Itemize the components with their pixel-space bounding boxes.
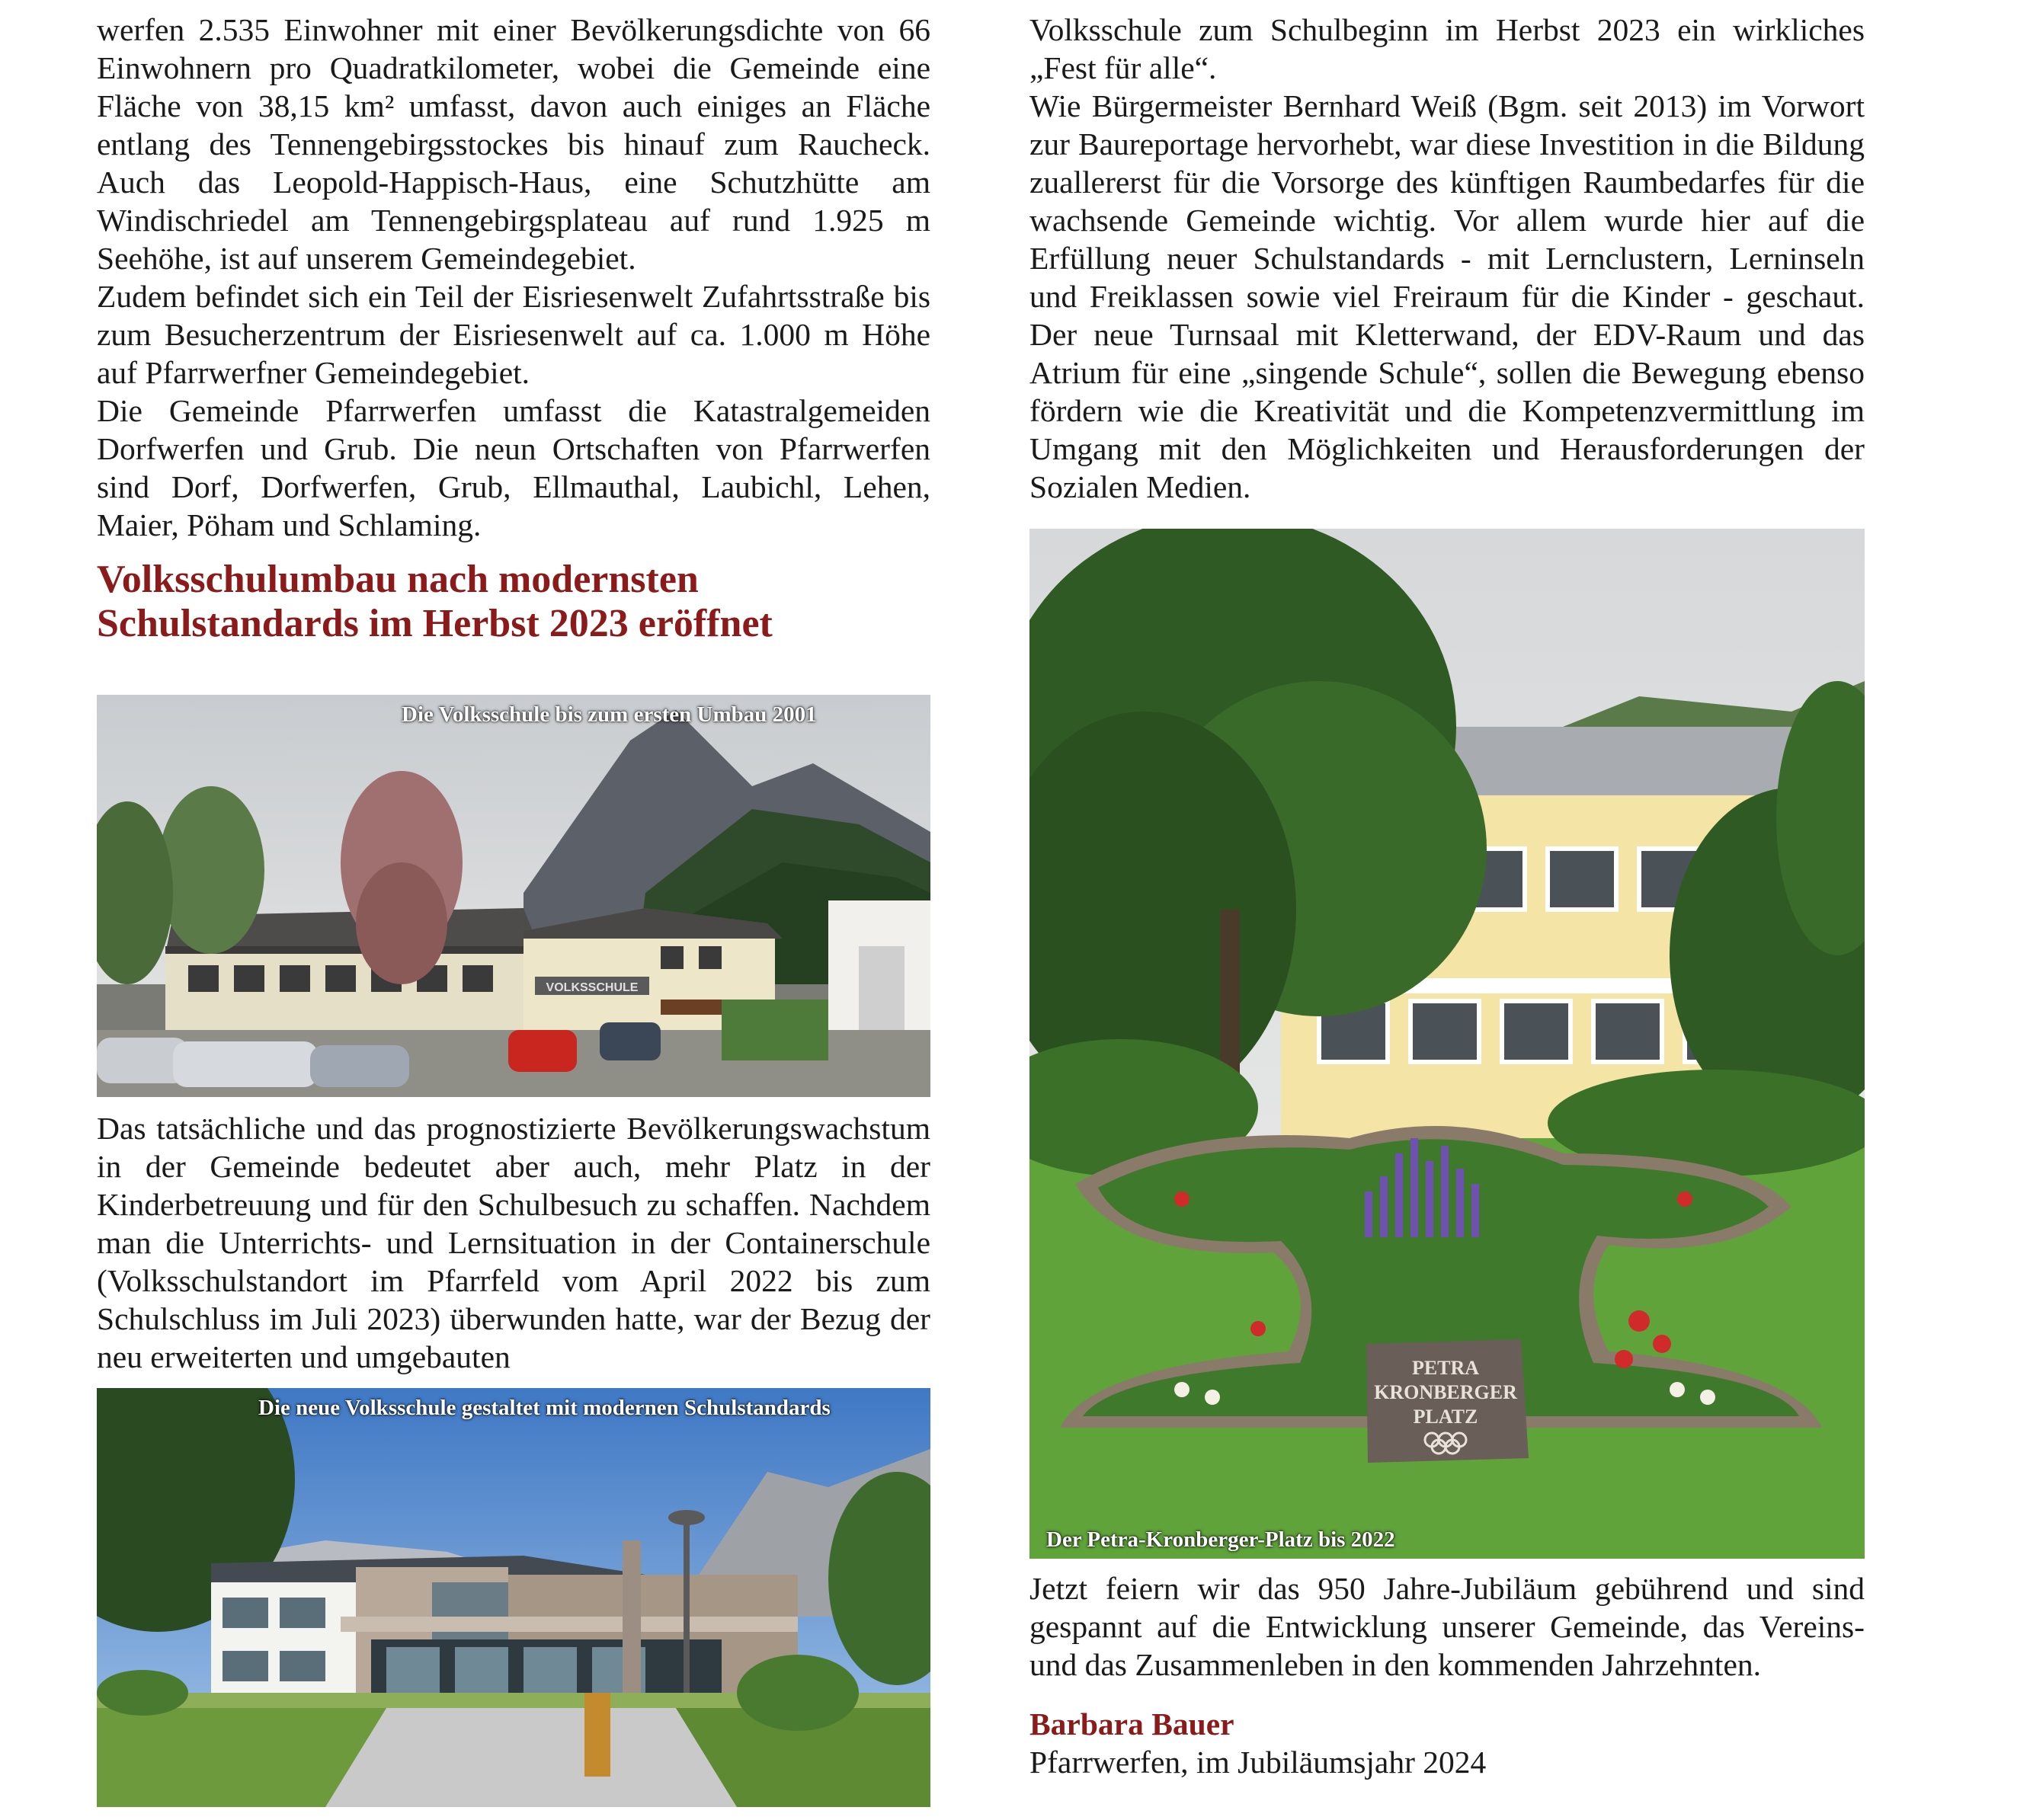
right-column [1029, 11, 1865, 1781]
photo-old-school-image [97, 695, 930, 1097]
author-name: Barbara Bauer [1029, 1706, 1234, 1742]
right-paragraph-2: Wie Bürgermeister Bernhard Weiß (Bgm. seit 2013) im Vorwort zur Baureportage hervorhebt, war diese Investition in die Bildung zuallererst für die Vorsorge des künftigen Raumbedarfes für die wachsende Gemeinde wichtig. Vor allem wurde hier auf die Erfüllung neuer Schulstandards - mit Lernclustern, Lerninseln und Freiklassen sowie viel Freiraum für die Kinder - geschaut. Der neue Turnsaal mit Kletterwand, der EDV-Raum und das Atrium für eine „singende Schule“, sollen die Bewegung ebenso fördern wie die Kreativität und die Kompetenzvermittlung im Umgang mit den Möglichkeiten und Herausforderungen der Sozialen Medien. [1029, 88, 1865, 504]
photo-new-school-image [97, 1388, 930, 1807]
stone-line-2: KRONBERGER [1374, 1381, 1517, 1403]
photo-kronberger-platz [1029, 529, 1865, 1559]
closing-paragraph: Jetzt feiern wir das 950 Jahre-Jubiläum gebührend und sind gespannt auf die Entwicklung unserer Gemeinde, das Vereins- und das Zusammenleben in den kommenden Jahrzehnten. [1029, 1571, 1865, 1682]
photo-old-school [97, 695, 930, 1097]
body-paragraph: Das tatsächliche und das prognostizierte Bevölkerungswachstum in der Gemeinde bedeutet aber auch, mehr Platz in der Kinderbetreuung und für den Schulbesuch zu schaffen. Nachdem man die Unterrichts- und Lernsituation in der Containerschule (Volksschulstandort im Pfarrfeld vom April 2022 bis zum Schulschluss im Juli 2023) überwunden hatte, war der Bezug der neu erweiterten und umgebauten [97, 1111, 930, 1374]
intro-paragraph-2: Zudem befindet sich ein Teil der Eisriesenwelt Zufahrtsstraße bis zum Besucherzentrum der Eisriesenwelt auf ca. 1.000 m Höhe auf Pfarrwerfner Gemeindegebiet. [97, 279, 930, 390]
left-column [97, 11, 930, 1807]
stone-line-3: PLATZ [1413, 1406, 1478, 1428]
section-heading [97, 558, 930, 646]
section-heading-line-1: Volksschulumbau nach modernsten [97, 558, 699, 601]
stone-line-1: PETRA [1411, 1357, 1480, 1379]
photo-kronberger-platz-caption: Der Petra-Kronberger-Platz bis 2022 [1046, 1527, 1395, 1552]
photo-old-school-caption: Die Volksschule bis zum ersten Umbau 2001 [402, 702, 817, 727]
section-heading-line-2: Schulstandards im Herbst 2023 eröffnet [97, 602, 773, 645]
photo-new-school-caption: Die neue Volksschule gestaltet mit modernen Schulstandards [258, 1396, 831, 1420]
right-paragraph-1: Volksschule zum Schulbeginn im Herbst 2023 ein wirkliches „Fest für alle“. [1029, 12, 1865, 85]
intro-paragraph-3: Die Gemeinde Pfarrwerfen umfasst die Katastralgemeiden Dorfwerfen und Grub. Die neun Ortschaften von Pfarrwerfen sind Dorf, Dorfwerfen, Grub, Ellmauthal, Laubichl, Lehen, Maier, Pöham und Schlaming. [97, 393, 930, 542]
intro-paragraph-1: werfen 2.535 Einwohner mit einer Bevölkerungsdichte von 66 Einwohnern pro Quadratkilometer, wobei die Gemeinde eine Fläche von 38,15 km² umfasst, davon auch einiges an Fläche entlang des Tennengebirgsstockes bis hinauf zum Raucheck. Auch das Leopold-Happisch-Haus, eine Schutzhütte am Windischriedel am Tennengebirgsplateau auf rund 1.925 m Seehöhe, ist auf unserem Gemeindegebiet. [97, 12, 930, 276]
photo-new-school [97, 1388, 930, 1807]
school-sign-text: VOLKSSCHULE [546, 981, 639, 994]
place-date: Pfarrwerfen, im Jubiläumsjahr 2024 [1029, 1745, 1487, 1780]
photo-kronberger-platz-image [1029, 529, 1865, 1559]
